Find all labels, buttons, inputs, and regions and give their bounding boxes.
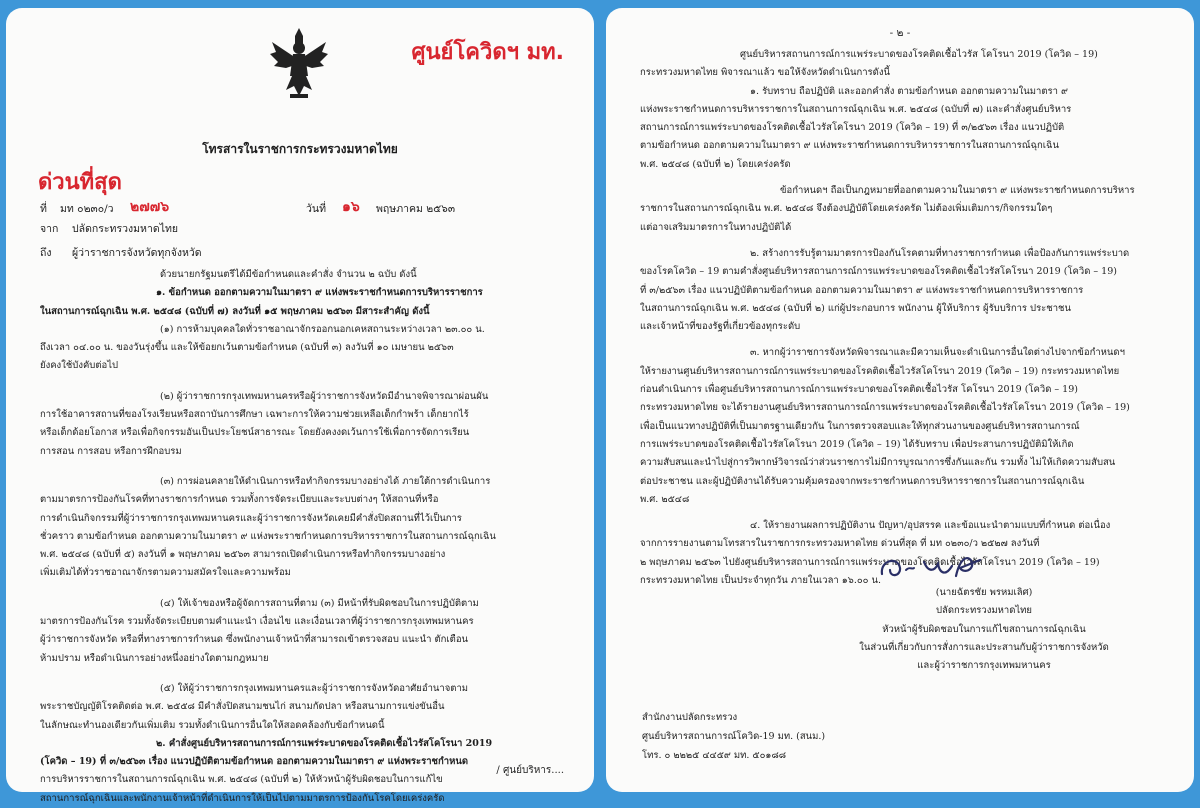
to-value: ผู้ว่าราชการจังหวัดทุกจังหวัด — [72, 247, 202, 259]
body-text-right — [640, 46, 1168, 590]
item-1-line: พ.ศ. ๒๕๔๘ (ฉบับที่ ๒) โดยเคร่งครัด — [640, 158, 791, 170]
from-value: ปลัดกระทรวงมหาดไทย — [72, 223, 179, 235]
item-1b-line: แต่อาจเสริมมาตรการในทางปฏิบัติได้ — [640, 221, 792, 233]
item-3-line: (๓) การผ่อนคลายให้ดำเนินการหรือทำกิจกรรมบางอย่างได้ ภายใต้การดำเนินการ — [160, 475, 491, 487]
item-3-line: พ.ศ. ๒๕๔๘ (ฉบับที่ ๕) ลงวันที่ ๑ พฤษภาคม ๒๕๖๓ สามารถเปิดดำเนินการหรือทำกิจกรรมบางอย่าง — [40, 549, 446, 561]
urgency-stamp: ด่วนที่สุด — [38, 170, 122, 195]
signatory-name: (นายฉัตรชัย พรหมเลิศ) — [935, 587, 1033, 598]
item-1b-line: ราชการในสถานการณ์ฉุกเฉิน พ.ศ. ๒๕๔๘ จึงต้องปฏิบัติโดยเคร่งครัด ไม่ต้องเพิ่มเติมการ/กิจกรรมใดๆ — [640, 203, 1053, 215]
office-phone: โทร. ๐ ๒๒๒๕ ๔๔๕๙ มท. ๕๐๑๘๘ — [642, 750, 787, 761]
doc-number-handwritten: ๒๗๗๖ — [130, 199, 170, 215]
item-2-line: (๒) ผู้ว่าราชการกรุงเทพมหานครหรือผู้ว่าราชการจังหวัดมีอำนาจพิจารณาผ่อนผัน — [160, 390, 489, 402]
date-day-handwritten: ๑๖ — [342, 199, 360, 215]
date-label: วันที่ — [306, 203, 326, 215]
to-label: ถึง — [40, 247, 52, 259]
item-3-line: เพิ่มเติมได้ทั่วราชอาณาจักรตามความสมัครใจและความพร้อม — [40, 567, 291, 579]
item-2-line: การสอน การสอบ หรือการฝึกอบรม — [40, 445, 182, 457]
signatory-title: ปลัดกระทรวงมหาดไทย — [936, 605, 1032, 617]
item-2-line: ของโรคโควิด – 19 ตามคำสั่งศูนย์บริหารสถานการณ์การแพร่ระบาดของโรคติดเชื้อไวรัสโคโรนา 2019 (โควิด – 19) — [640, 266, 1117, 278]
office-unit: ศูนย์บริหารสถานการณ์โควิด-19 มท. (สนม.) — [642, 731, 826, 742]
section-2-heading-cont: (โควิด – 19) ที่ ๓/๒๕๖๓ เรื่อง แนวปฏิบัติตามข้อกำหนด ออกตามความในมาตรา ๙ แห่งพระราชกำหนด — [40, 756, 469, 768]
doc-number-prefix: มท ๐๒๓๐/ว — [60, 203, 114, 215]
continuation-note: / ศูนย์บริหาร.... — [496, 765, 564, 776]
item-3-line: เพื่อเป็นแนวทางปฏิบัติที่เป็นมาตรฐานเดียวกัน ในการตรวจสอบและให้ทุกส่วนงานของศูนย์บริหารสถานการณ์ — [640, 420, 1080, 432]
item-5-line: พระราชบัญญัติโรคติดต่อ พ.ศ. ๒๕๕๘ มีคำสั่งปิดสนามชนไก่ สนามกัดปลา หรือสนามการแข่งขันอื่น — [40, 701, 445, 713]
item-3-line: กระทรวงมหาดไทย จะได้รายงานศูนย์บริหารสถานการณ์การแพร่ระบาดของโรคติดเชื้อไวรัสโคโรนา 2019 (โควิด – 19) — [640, 402, 1130, 414]
header-note: ศูนย์โควิดฯ มท. — [411, 40, 564, 65]
intro-line: ด้วยนายกรัฐมนตรีได้มีข้อกำหนดและคำสั่ง จำนวน ๒ ฉบับ ดังนี้ — [160, 269, 417, 280]
item-3-line: ต่อประชาชน และผู้ปฏิบัติงานได้รับความคุ้มครองจากพระราชกำหนดการบริหารราชการในสถานการณ์ฉุกเฉิน — [640, 475, 1085, 487]
item-3-line: ตามมาตรการป้องกันโรคที่ทางราชการกำหนด รวมทั้งการจัดระเบียบและระบบต่างๆ ให้สถานที่หรือ — [40, 494, 439, 506]
item-1-line: สถานการณ์การแพร่ระบาดของโรคติดเชื้อไวรัสโคโรนา 2019 (โควิด – 19) ที่ ๓/๒๕๖๓ เรื่อง แนวปฏิบัติ — [640, 122, 1065, 134]
item-4-line: กระทรวงมหาดไทย เป็นประจำทุกวัน ภายในเวลา ๑๖.๐๐ น. — [640, 575, 881, 587]
item-3-line: ความสับสนและนำไปสู่การวิพากษ์วิจารณ์ว่าส่วนราชการไม่มีการบูรณาการซึ่งกันและกัน รวมทั้ง ไม่ให้เกิดความสับสน — [640, 457, 1116, 469]
item-1b-line: ข้อกำหนดฯ ถือเป็นกฎหมายที่ออกตามความในมาตรา ๙ แห่งพระราชกำหนดการบริหาร — [780, 185, 1135, 197]
signatory-title: และผู้ว่าราชการกรุงเทพมหานคร — [917, 660, 1051, 672]
body-text-left — [40, 266, 570, 808]
section-2-line: การบริหารราชการในสถานการณ์ฉุกเฉิน พ.ศ. ๒๕๔๘ (ฉบับที่ ๒) ให้หัวหน้าผู้รับผิดชอบในการแก้ไข — [40, 774, 443, 786]
item-2-line: ๒. สร้างการรับรู้ตามมาตรการป้องกันโรคตามที่ทางราชการกำหนด เพื่อป้องกันการแพร่ระบาด — [750, 247, 1130, 259]
item-4-line: ผู้ว่าราชการจังหวัด หรือที่ทางราชการกำหนด ซึ่งพนักงานเจ้าหน้าที่สามารถเข้าตรวจสอบ แนะนำ ตักเตือน — [40, 634, 469, 646]
section-1-heading: ๑. ข้อกำหนด ออกตามความในมาตรา ๙ แห่งพระราชกำหนดการบริหารราชการ — [156, 287, 483, 299]
page-number: - ๒ - — [889, 27, 911, 39]
document-page-2 — [606, 8, 1194, 792]
document-page-1 — [6, 8, 594, 804]
item-3-line: การแพร่ระบาดของโรคติดเชื้อไวรัสโคโรนา 2019 (โควิด – 19) ได้รับทราบ เพื่อประสานการปฏิบัติมิให้เกิด — [640, 438, 1074, 450]
item-2-line: การใช้อาคารสถานที่ของโรงเรียนหรือสถาบันการศึกษา เฉพาะการให้ความช่วยเหลือเด็กกำพร้า เด็กยากไร้ — [40, 409, 469, 421]
item-1-line: แห่งพระราชกำหนดการบริหารราชการในสถานการณ์ฉุกเฉิน พ.ศ. ๒๕๔๘ (ฉบับที่ ๗) และคำสั่งศูนย์บริหาร — [640, 103, 1072, 115]
date-month-year: พฤษภาคม ๒๕๖๓ — [376, 203, 456, 215]
item-1-line: (๑) การห้ามบุคคลใดทั่วราชอาณาจักรออกนอกเคหสถานระหว่างเวลา ๒๓.๐๐ น. — [160, 323, 485, 335]
item-4-line: (๔) ให้เจ้าของหรือผู้จัดการสถานที่ตาม (๓) มีหน้าที่รับผิดชอบในการปฏิบัติตาม — [160, 597, 479, 609]
section-2-heading: ๒. คำสั่งศูนย์บริหารสถานการณ์การแพร่ระบาดของโรคติดเชื้อไวรัสโคโรนา 2019 — [156, 737, 493, 749]
signature-mark — [876, 548, 986, 584]
intro-line: ศูนย์บริหารสถานการณ์การแพร่ระบาดของโรคติดเชื้อไวรัส โคโรนา 2019 (โควิด – 19) — [740, 49, 1098, 60]
item-2-line: หรือเด็กด้อยโอกาส หรือเพื่อกิจกรรมอันเป็นประโยชน์สาธารณะ โดยยังคงงดเว้นการใช้เพื่อการจัดการเรียน — [40, 427, 470, 439]
item-3-line: ชั่วคราว ตามข้อกำหนด ออกตามความในมาตรา ๙ แห่งพระราชกำหนดการบริหารราชการในสถานการณ์ฉุกเฉิน — [40, 530, 496, 542]
document-title: โทรสารในราชการกระทรวงมหาดไทย — [202, 142, 398, 156]
signatory-block — [774, 584, 1194, 675]
section-1-heading-cont: ในสถานการณ์ฉุกเฉิน พ.ศ. ๒๕๔๘ (ฉบับที่ ๗) ลงวันที่ ๑๕ พฤษภาคม ๒๕๖๓ มีสาระสำคัญ ดังนี้ — [40, 305, 430, 317]
item-1-line: ๑. รับทราบ ถือปฏิบัติ และออกคำสั่ง ตามข้อกำหนด ออกตามความในมาตรา ๙ — [750, 85, 1068, 97]
item-3-line: การดำเนินกิจกรรมที่ผู้ว่าราชการกรุงเทพมหานครและผู้ว่าราชการจังหวัดเคยมีคำสั่งปิดสถานที่ไว้เป็นการ — [40, 512, 462, 524]
item-3-line: ๓. หากผู้ว่าราชการจังหวัดพิจารณาและมีความเห็นจะดำเนินการอื่นใดต่างไปจากข้อกำหนดฯ — [750, 347, 1125, 359]
item-3-line: ให้รายงานศูนย์บริหารสถานการณ์การแพร่ระบาดของโรคติดเชื้อไวรัสโคโรนา 2019 (โควิด – 19) กระทรวงมหาดไทย — [640, 365, 1120, 377]
signatory-title: ในส่วนที่เกี่ยวกับการสั่งการและประสานกับผู้ว่าราชการจังหวัด — [859, 641, 1109, 653]
item-1-line: ถึงเวลา ๐๔.๐๐ น. ของวันรุ่งขึ้น และให้ข้อยกเว้นตามข้อกำหนด (ฉบับที่ ๓) ลงวันที่ ๑๐ เมษายน ๒๕๖๓ — [40, 342, 454, 354]
from-label: จาก — [40, 223, 59, 235]
office-name: สำนักงานปลัดกระทรวง — [642, 712, 738, 723]
office-block — [642, 708, 825, 765]
item-3-line: ก่อนดำเนินการ เพื่อศูนย์บริหารสถานการณ์การแพร่ระบาดของโรคติดเชื้อไวรัส โคโรนา 2019 (โควิด – 19) — [640, 384, 1078, 396]
item-5-line: ในลักษณะทำนองเดียวกันเพิ่มเติม รวมทั้งดำเนินการอื่นใดให้สอดคล้องกับข้อกำหนดนี้ — [40, 719, 385, 731]
item-4-line: มาตรการป้องกันโรค รวมทั้งจัดระเบียบตามคำแนะนำ เงื่อนไข และเงื่อนเวลาที่ผู้ว่าราชการกรุงเทพมหานคร — [40, 616, 474, 628]
item-2-line: ที่ ๓/๒๕๖๓ เรื่อง แนวปฏิบัติตามข้อกำหนด ออกตามความในมาตรา ๙ แห่งพระราชกำหนดการบริหารราชการ — [640, 284, 1084, 296]
item-3-line: พ.ศ. ๒๕๔๘ — [640, 493, 690, 505]
item-5-line: (๕) ให้ผู้ว่าราชการกรุงเทพมหานครและผู้ว่าราชการจังหวัดอาศัยอำนาจตาม — [160, 682, 469, 694]
item-1-line: ยังคงใช้บังคับต่อไป — [40, 360, 119, 372]
signatory-title: หัวหน้าผู้รับผิดชอบในการแก้ไขสถานการณ์ฉุกเฉิน — [882, 623, 1086, 635]
item-2-line: และเจ้าหน้าที่ของรัฐที่เกี่ยวข้องทุกระดับ — [640, 321, 801, 333]
garuda-emblem-icon — [268, 24, 330, 100]
intro-line: กระทรวงมหาดไทย พิจารณาแล้ว ขอให้จังหวัดดำเนินการดังนี้ — [640, 67, 890, 79]
doc-number-label: ที่ — [40, 203, 47, 215]
item-4-line: ๔. ให้รายงานผลการปฏิบัติงาน ปัญหา/อุปสรรค และข้อแนะนำตามแบบที่กำหนด ต่อเนื่อง — [750, 520, 1111, 532]
item-2-line: ในสถานการณ์ฉุกเฉิน พ.ศ. ๒๕๔๘ (ฉบับที่ ๒) แก่ผู้ประกอบการ พนักงาน ผู้ให้บริการ ผู้รับบริการ ประชาชน — [640, 302, 1071, 314]
item-4-line: ๒ พฤษภาคม ๒๕๖๓ ไปยังศูนย์บริหารสถานการณ์การแพร่ระบาดของโรคติดเชื้อไวรัสโคโรนา 2019 (โควิด – 19) — [640, 556, 1100, 568]
item-4-line: จากการรายงานตามโทรสารในราชการกระทรวงมหาดไทย ด่วนที่สุด ที่ มท ๐๒๓๐/ว ๒๕๒๗ ลงวันที่ — [640, 538, 1040, 550]
item-1-line: ตามข้อกำหนด ออกตามความในมาตรา ๙ แห่งพระราชกำหนดการบริหารราชการในสถานการณ์ฉุกเฉิน — [640, 140, 1059, 152]
item-4-line: ห้ามปราม หรือดำเนินการอย่างหนึ่งอย่างใดตามกฎหมาย — [40, 652, 269, 664]
section-2-line: สถานการณ์ฉุกเฉินและพนักงานเจ้าหน้าที่ดำเนินการให้เป็นไปตามมาตรการป้องกันโรคโดยเคร่งครัด — [40, 792, 445, 804]
